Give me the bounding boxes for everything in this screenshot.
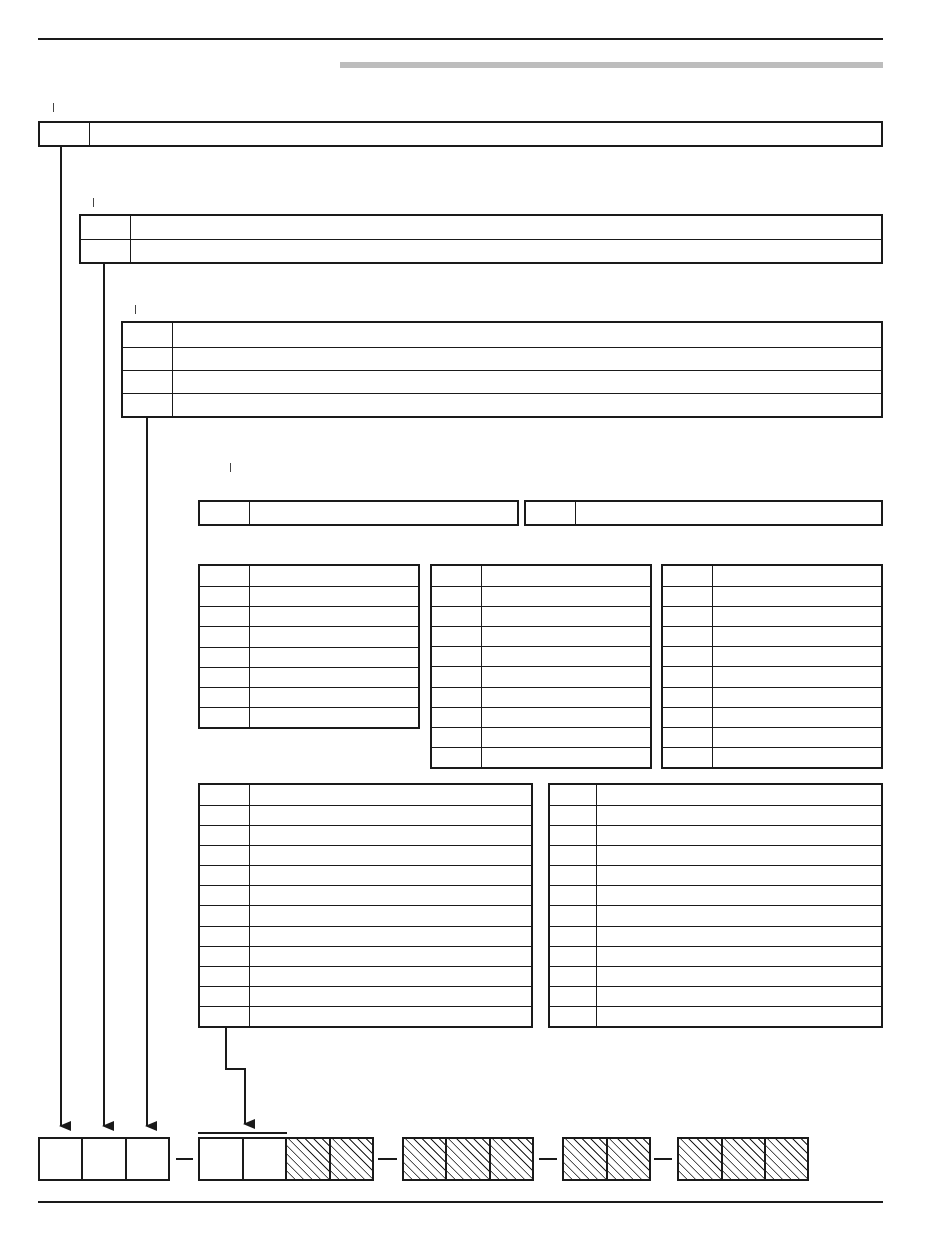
connector-arrow-detail bbox=[226, 1028, 245, 1124]
code-box bbox=[198, 1137, 244, 1181]
separator-dash bbox=[539, 1158, 557, 1160]
code-box bbox=[38, 1137, 83, 1181]
code-box bbox=[562, 1137, 608, 1181]
separator-dash bbox=[654, 1158, 672, 1160]
code-box bbox=[764, 1137, 809, 1181]
code-box bbox=[445, 1137, 491, 1181]
code-box bbox=[677, 1137, 723, 1181]
code-box bbox=[606, 1137, 651, 1181]
code-box bbox=[81, 1137, 127, 1181]
separator-dash bbox=[176, 1158, 193, 1160]
code-box bbox=[242, 1137, 287, 1181]
code-box bbox=[329, 1137, 374, 1181]
code-box bbox=[489, 1137, 534, 1181]
code-box bbox=[402, 1137, 447, 1181]
separator-dash bbox=[378, 1158, 397, 1160]
code-box bbox=[125, 1137, 170, 1181]
code-box bbox=[285, 1137, 331, 1181]
code-box bbox=[721, 1137, 766, 1181]
